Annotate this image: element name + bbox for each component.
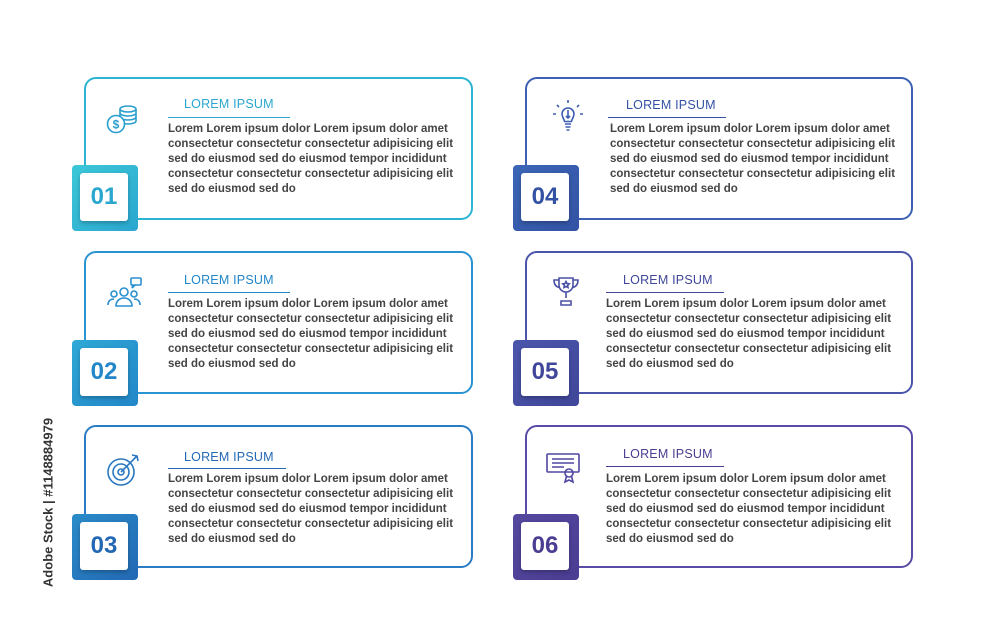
heading-underline-05: [606, 292, 724, 293]
number-01: 01: [80, 173, 128, 221]
number-badge-02: [72, 340, 138, 406]
certificate-icon: [543, 448, 583, 488]
number-03: 03: [80, 522, 128, 570]
team-chat-icon: [104, 274, 144, 314]
body-text-02: Lorem Lorem ipsum dolor Lorem ipsum dolor amet consectetur consectetur consectetur adipisicing elit sed do eiusmod sed do eiusmod tempor incididunt consectetur consectetur consectetur adipisicing elit sed do eiusmod sed do: [168, 298, 454, 370]
number-badge-03: [72, 514, 138, 580]
number-badge-01: [72, 165, 138, 231]
body-text-01: Lorem Lorem ipsum dolor Lorem ipsum dolor amet consectetur consectetur consectetur adipisicing elit sed do eiusmod sed do eiusmod tempor incididunt consectetur consectetur consectetur adipisicing elit sed do eiusmod sed do: [168, 123, 454, 195]
number-05: 05: [521, 348, 569, 396]
number-04: 04: [521, 173, 569, 221]
number-06: 06: [521, 522, 569, 570]
lightbulb-icon: [548, 96, 588, 136]
body-text-06: Lorem Lorem ipsum dolor Lorem ipsum dolor amet consectetur consectetur consectetur adipisicing elit sed do eiusmod sed do eiusmod tempor incididunt consectetur consectetur consectetur adipisicing elit sed do eiusmod sed do: [606, 473, 892, 545]
heading-underline-02: [168, 292, 290, 293]
heading-02: LOREM IPSUM: [184, 273, 274, 287]
number-badge-05: [513, 340, 579, 406]
body-text-04: Lorem Lorem ipsum dolor Lorem ipsum dolor amet consectetur consectetur consectetur adipisicing elit sed do eiusmod sed do eiusmod tempor incididunt consectetur consectetur consectetur adipisicing elit sed do eiusmod sed do: [610, 123, 896, 195]
trophy-icon: [546, 271, 586, 311]
target-arrow-icon: [103, 450, 143, 490]
number-badge-04: [513, 165, 579, 231]
heading-03: LOREM IPSUM: [184, 450, 274, 464]
number-02: 02: [80, 348, 128, 396]
heading-06: LOREM IPSUM: [623, 447, 713, 461]
coins-dollar-icon: [104, 101, 144, 141]
stock-id-label: Adobe Stock | #1148884979: [40, 417, 56, 588]
svg-text:$: $: [112, 117, 120, 132]
heading-underline-04: [608, 117, 726, 118]
number-badge-06: [513, 514, 579, 580]
heading-01: LOREM IPSUM: [184, 97, 274, 111]
heading-underline-03: [168, 468, 286, 469]
heading-05: LOREM IPSUM: [623, 273, 713, 287]
body-text-03: Lorem Lorem ipsum dolor Lorem ipsum dolor amet consectetur consectetur consectetur adipisicing elit sed do eiusmod sed do eiusmod tempor incididunt consectetur consectetur consectetur adipisicing elit sed do eiusmod sed do: [168, 473, 454, 545]
heading-04: LOREM IPSUM: [626, 98, 716, 112]
heading-underline-01: [168, 117, 290, 118]
body-text-05: Lorem Lorem ipsum dolor Lorem ipsum dolor amet consectetur consectetur consectetur adipisicing elit sed do eiusmod sed do eiusmod tempor incididunt consectetur consectetur consectetur adipisicing elit sed do eiusmod sed do: [606, 298, 892, 370]
heading-underline-06: [606, 466, 724, 467]
